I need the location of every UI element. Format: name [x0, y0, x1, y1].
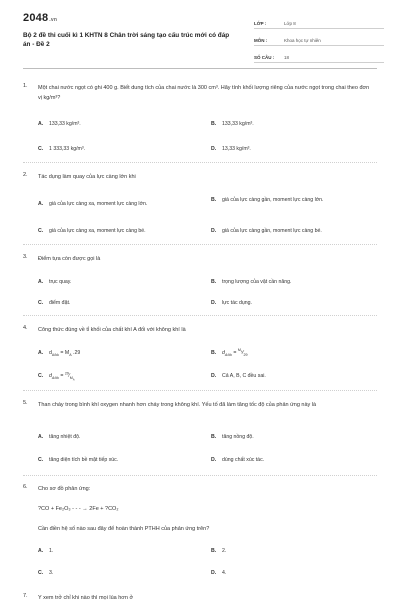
option-label: B. [211, 350, 217, 356]
option-label: A. [38, 121, 44, 127]
option-text: giá của lực càng xa, moment lực càng lớn. [49, 201, 148, 207]
option-text: tăng nồng độ. [222, 434, 254, 440]
question-divider [23, 475, 377, 476]
option-text: 13,33 kg/m³. [222, 146, 251, 152]
meta-value: Lớp 8 [284, 21, 296, 26]
logo-suffix: .vn [49, 17, 58, 23]
exam-meta [254, 16, 384, 67]
option-text: 133,33 kg/m³. [222, 121, 254, 127]
option-text: giá của lực càng xa, moment lực càng bé. [49, 228, 146, 234]
option-label: C. [38, 570, 44, 576]
document-title: Bộ 2 đề thi cuối kì 1 KHTN 8 Chân trời sáng tạo cấu trúc mới có đáp án - Đề 2 [23, 32, 230, 48]
option-text: 1. [49, 548, 54, 554]
question-text: Y xem trở chỉ khi nào thì mọi lúa hơn ở [38, 595, 134, 601]
question-number: 5. [23, 400, 28, 406]
option-text: điểm đặt. [49, 300, 71, 306]
option-text: tăng nhiệt độ. [49, 434, 81, 440]
option-label: D. [211, 570, 217, 576]
option-label: C. [38, 373, 44, 379]
option-label: C. [38, 300, 44, 306]
option-label: C. [38, 228, 44, 234]
option-text: 3. [49, 570, 54, 576]
meta-key: MÔN : [254, 38, 268, 43]
option-text: tăng diện tích bề mặt tiếp xúc. [49, 457, 119, 463]
option-label: C. [38, 146, 44, 152]
formula-c: $d_{A/kk}$ = $^{29}⁄_{M_A}$ [49, 371, 75, 382]
option-label: D. [211, 457, 217, 463]
option-label: D. [211, 300, 217, 306]
question-divider [23, 315, 377, 316]
option-text: 1 333,33 kg/m³. [49, 146, 86, 152]
option-label: D. [211, 373, 217, 379]
option-text: Cả A, B, C đều sai. [222, 373, 266, 379]
site-logo[interactable] [23, 12, 57, 24]
question-text: Tác dụng làm quay của lực càng lớn khi [38, 174, 136, 180]
meta-subject [254, 33, 384, 46]
option-label: A. [38, 279, 44, 285]
option-label: B. [211, 434, 217, 440]
option-label: C. [38, 457, 44, 463]
question-number: 6. [23, 484, 28, 490]
reaction-equation: ?CO + Fe₂O₃ - - - → 2Fe + ?CO₂ [38, 506, 119, 512]
option-text: trọng lượng của vật cần nâng. [222, 279, 292, 285]
option-label: A. [38, 434, 44, 440]
formula-a: $d_{A/kk} = M_A$ .29 [49, 350, 81, 358]
question-divider [23, 244, 377, 245]
question-divider [23, 162, 377, 163]
question-number: 3. [23, 254, 28, 260]
option-text: trục quay. [49, 279, 72, 285]
meta-key: LỚP : [254, 21, 267, 26]
option-label: B. [211, 121, 217, 127]
question-number: 4. [23, 325, 28, 331]
option-label: B. [211, 279, 217, 285]
option-label: A. [38, 350, 44, 356]
option-label: A. [38, 201, 44, 207]
meta-question-count [254, 50, 384, 63]
question-text: Một chai nước ngọt có ghi 400 g. Biết dung tích của chai nước là 300 cm³. Hãy tính khối lượng riêng của nước ngọt trong chai theo đơn vị kg/m³? [38, 85, 370, 101]
formula-b: $d_{A/kk}$ = $^{M_A}⁄_{29}$ [222, 348, 248, 358]
option-label: B. [211, 197, 217, 203]
option-text: 2. [222, 548, 227, 554]
option-text: 4. [222, 570, 227, 576]
question-number: 7. [23, 593, 28, 599]
header-divider [23, 68, 377, 69]
logo-text: 2048 [23, 12, 49, 24]
option-text: 133,33 kg/m³. [49, 121, 81, 127]
question-text: Cho sơ đồ phản ứng: [38, 486, 91, 492]
option-label: D. [211, 146, 217, 152]
meta-value: Khoa học tự nhiên [284, 38, 321, 43]
option-text: dùng chất xúc tác. [222, 457, 265, 463]
meta-key: SỐ CÂU : [254, 55, 275, 60]
option-text: giá của lực càng gần, moment lực càng lớn. [222, 197, 324, 203]
meta-class [254, 16, 384, 29]
option-text: lực tác dụng. [222, 300, 253, 306]
question-text-2: Cần điền hệ số nào sau đây để hoàn thành PTHH của phản ứng trên? [38, 526, 210, 532]
question-divider [23, 390, 377, 391]
option-label: A. [38, 548, 44, 554]
question-number: 2. [23, 172, 28, 178]
question-text: Than cháy trong bình khí oxygen nhanh hơn cháy trong không khí. Yếu tố đã làm tăng tốc độ của phản ứng này là [38, 402, 317, 408]
question-text: Công thức đúng về tỉ khối của chất khí A đối với không khí là [38, 327, 186, 333]
option-text: giá của lực càng gần, moment lực càng bé. [222, 228, 322, 234]
option-label: D. [211, 228, 217, 234]
option-label: B. [211, 548, 217, 554]
question-text: Điểm tựa còn được gọi là [38, 256, 101, 262]
meta-value: 18 [284, 55, 290, 60]
question-number: 1. [23, 83, 28, 89]
